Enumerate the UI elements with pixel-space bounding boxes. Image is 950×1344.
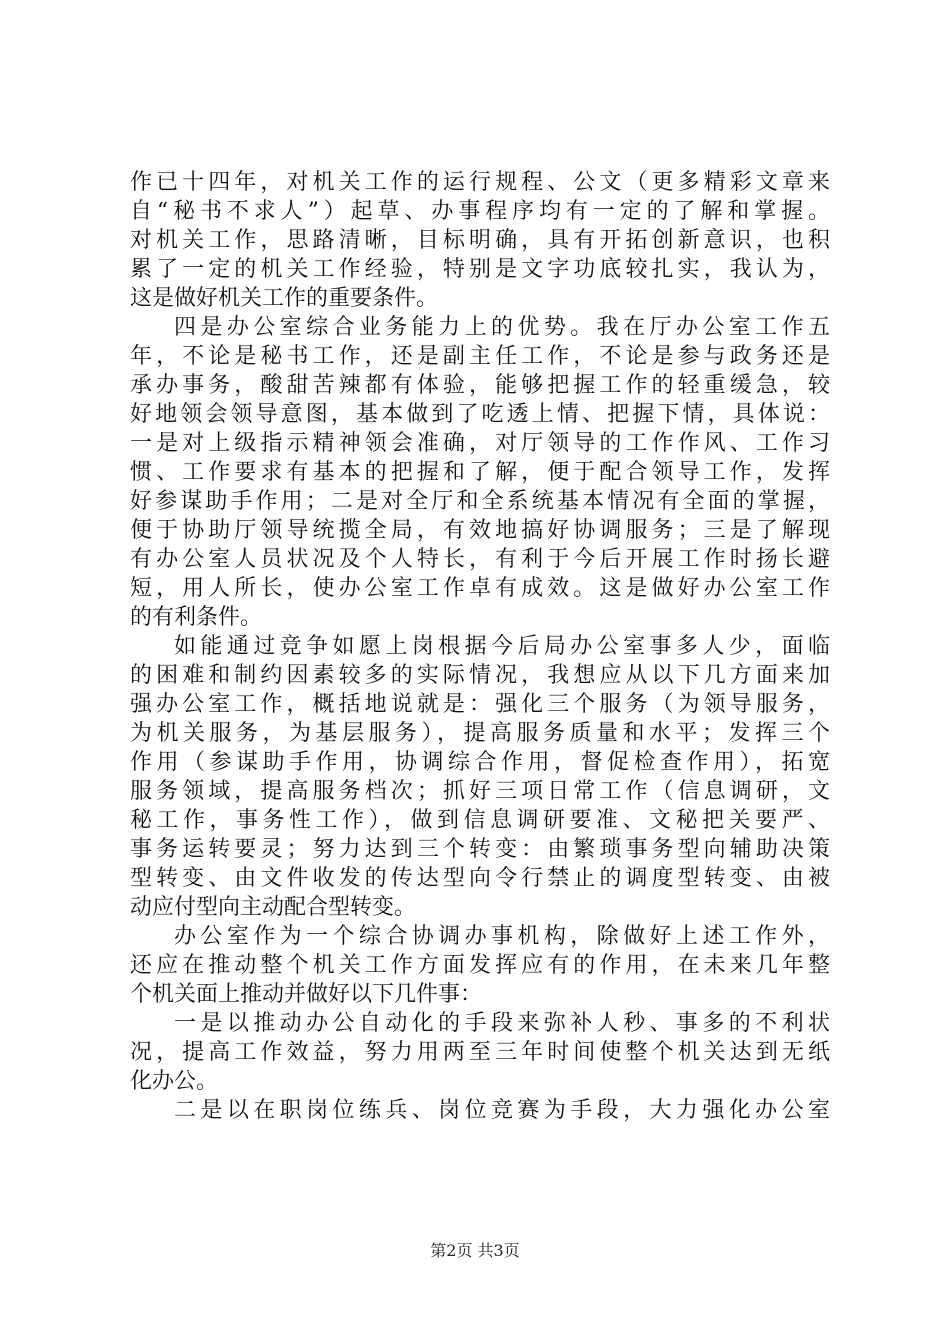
- text-line: 型转变、由文件收发的传达型向令行禁止的调度型转变、由被: [130, 866, 830, 891]
- text-line: 自“秘书不求人”）起草、办事程序均有一定的了解和掌握。: [130, 199, 830, 224]
- text-line: 秘工作，事务性工作），做到信息调研要准、文秘把关要严、: [130, 808, 830, 833]
- text-line: 这是做好机关工作的重要条件。: [130, 286, 439, 311]
- text-line: 动应付型向主动配合型转变。: [130, 895, 417, 920]
- text-line: 的有利条件。: [130, 605, 263, 630]
- text-line: 惯、工作要求有基本的把握和了解，便于配合领导工作，发挥: [130, 460, 830, 485]
- text-line: 还应在推动整个机关工作方面发挥应有的作用，在未来几年整: [130, 953, 830, 978]
- text-line: 一是以推动办公自动化的手段来弥补人秒、事多的不利状: [174, 1011, 830, 1036]
- text-line: 四是办公室综合业务能力上的优势。我在厅办公室工作五: [174, 315, 830, 340]
- text-line: 二是以在职岗位练兵、岗位竞赛为手段，大力强化办公室: [174, 1098, 830, 1123]
- text-line: 累了一定的机关工作经验，特别是文字功底较扎实，我认为，: [130, 257, 830, 282]
- document-body: [130, 168, 830, 1125]
- text-line: 年，不论是秘书工作，还是副主任工作，不论是参与政务还是: [130, 344, 830, 369]
- text-line: 化办公。: [130, 1069, 219, 1094]
- text-line: 的困难和制约因素较多的实际情况，我想应从以下几方面来加: [130, 663, 830, 688]
- text-line: 作用（参谋助手作用，协调综合作用，督促检查作用），拓宽: [130, 750, 830, 775]
- text-line: 对机关工作，思路清晰，目标明确，具有开拓创新意识，也积: [130, 228, 830, 253]
- text-line: 好地领会领导意图，基本做到了吃透上情、把握下情，具体说：: [130, 402, 830, 427]
- text-line: 短，用人所长，使办公室工作卓有成效。这是做好办公室工作: [130, 576, 830, 601]
- text-line: 好参谋助手作用；二是对全厅和全系统基本情况有全面的掌握，: [130, 489, 830, 514]
- text-line: 一是对上级指示精神领会准确，对厅领导的工作作风、工作习: [130, 431, 830, 456]
- page-number-footer: 第2页 共3页: [430, 1241, 520, 1260]
- text-line: 承办事务，酸甜苦辣都有体验，能够把握工作的轻重缓急，较: [130, 373, 830, 398]
- text-line: 强办公室工作，概括地说就是：强化三个服务（为领导服务，: [130, 692, 830, 717]
- text-line: 有办公室人员状况及个人特长，有利于今后开展工作时扬长避: [130, 547, 830, 572]
- text-line: 况，提高工作效益，努力用两至三年时间使整个机关达到无纸: [130, 1040, 830, 1065]
- text-line: 作已十四年，对机关工作的运行规程、公文（更多精彩文章来: [130, 170, 830, 195]
- text-line: 个机关面上推动并做好以下几件事：: [130, 982, 483, 1007]
- text-line: 为机关服务，为基层服务），提高服务质量和水平；发挥三个: [130, 721, 830, 746]
- text-line: 办公室作为一个综合协调办事机构，除做好上述工作外，: [174, 924, 830, 949]
- text-line: 事务运转要灵；努力达到三个转变：由繁琐事务型向辅助决策: [130, 837, 830, 862]
- text-line: 便于协助厅领导统揽全局，有效地搞好协调服务；三是了解现: [130, 518, 830, 543]
- text-line: 服务领域，提高服务档次；抓好三项日常工作（信息调研，文: [130, 779, 830, 804]
- text-line: 如能通过竞争如愿上岗根据今后局办公室事多人少，面临: [174, 634, 830, 659]
